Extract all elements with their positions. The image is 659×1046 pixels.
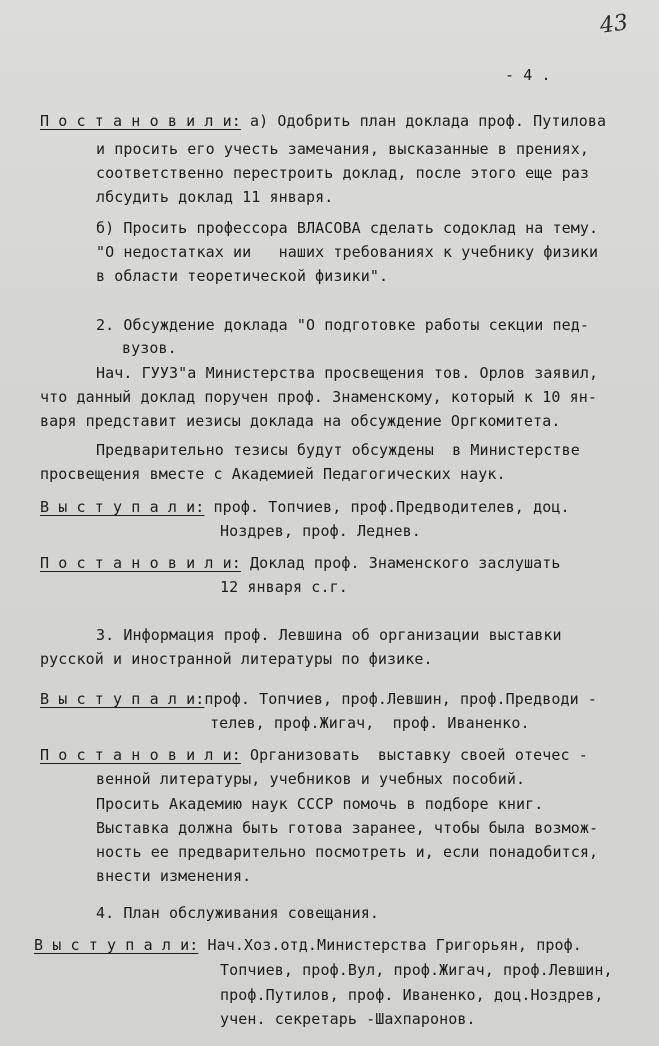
text-line: просвещения вместе с Академией Педагогических наук. [40,465,506,483]
decided-label: П о с т а н о в и л и: [40,554,241,572]
page-number: - 4 . [505,66,551,84]
text-line: ность ее предварительно посмотреть и, если понадобится, [96,843,599,861]
text-line: русской и иностранной литературы по физике. [40,650,433,668]
decided-label: П о с т а н о в и л и: [40,746,241,764]
decided-heading-1 [40,114,606,129]
text-line: внести изменения. [96,867,252,885]
text-line: Предварительно тезисы будут обсуждены в Министерстве [96,441,580,459]
spoke-label: В ы с т у п а л и: [40,498,205,516]
spoke-text: проф. Топчиев, проф.Левшин, проф.Предводи - [204,690,597,708]
agenda-item-2: 2. Обсуждение доклада "О подготовке работы секции пед- [96,316,590,334]
spoke-label: В ы с т у п а л и: [34,936,199,954]
spoke-heading-3 [40,692,597,707]
text-line: Просить Академию наук СССР помочь в подборе книг. [96,795,544,813]
text-line: телев, проф.Жигач, проф. Иваненко. [210,714,530,732]
text-line: Топчиев, проф.Вул, проф.Жигач, проф.Левшин, [220,961,613,979]
agenda-item-4: 4. План обслуживания совещания. [96,904,380,922]
agenda-item-3: 3. Информация проф. Левшина об организации выставки [96,626,562,644]
text-line: что данный доклад поручен проф. Знаменскому, который к 10 ян- [40,388,597,406]
text-line: в области теоретической физики". [96,267,389,285]
decided-heading-3 [40,748,588,763]
spoke-text: проф. Топчиев, проф.Предводителев, доц. [204,498,570,516]
spoke-heading-2 [40,500,570,515]
text-line: "О недостатках ии наших требованиях к учебнику физики [96,243,599,261]
spoke-label: В ы с т у п а л и: [40,690,205,708]
decided-text: Организовать выставку своей отечес - [240,746,588,764]
text-line: варя представит иезисы доклада на обсуждение Оргкомитета. [40,412,561,430]
text-line: и просить его учесть замечания, высказанные в прениях, [96,140,590,158]
spoke-heading-4 [34,938,582,953]
decided-text: а) Одобрить план доклада проф. Путилова [240,112,607,130]
text-line: Ноздрев, проф. Леднев. [220,522,421,540]
decided-text: Доклад проф. Знаменского заслушать [240,554,561,572]
handwritten-page-number: 43 [598,10,630,39]
text-line: соответственно перестроить доклад, после этого еще раз [96,164,590,182]
text-line: лбсудить доклад 11 января. [96,188,334,206]
spoke-text: Нач.Хоз.отд.Министерства Григорьян, проф. [198,936,582,954]
text-line: 12 января с.г. [220,578,348,596]
text-line: б) Просить профессора ВЛАСОВА сделать содоклад на тему. [96,219,599,237]
text-line: венной литературы, учебников и учебных пособий. [96,770,526,788]
text-line: вузов. [122,339,177,357]
text-line: проф.Путилов, проф. Иваненко, доц.Ноздрев, [220,986,604,1004]
decided-label: П о с т а н о в и л и: [40,112,241,130]
text-line: Выставка должна быть готова заранее, чтобы была возмож- [96,819,599,837]
text-line: учен. секретарь -Шахпаронов. [220,1010,476,1028]
decided-heading-2 [40,556,560,571]
text-line: Нач. ГУУЗ"а Министерства просвещения тов. Орлов заявил, [96,364,599,382]
